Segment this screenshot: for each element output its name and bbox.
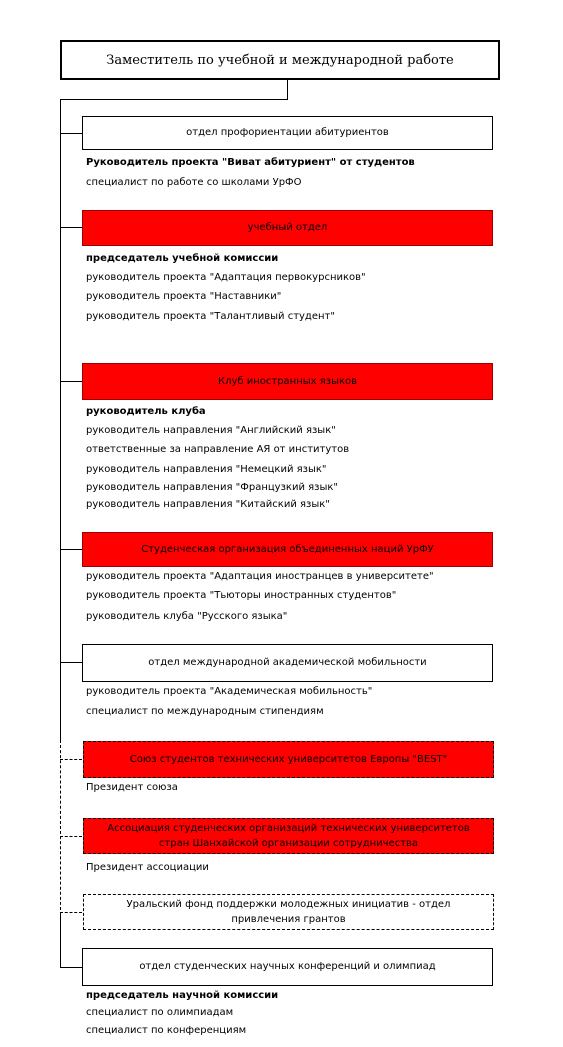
list-item: руководитель проекта "Наставники" [86,291,282,302]
branch-3 [60,381,82,382]
branch-1 [60,133,82,134]
connector-top-horizontal [60,99,288,100]
list-item: специалист по конференциям [86,1025,247,1036]
unit-title: отдел профориентации абитуриентов [186,127,389,139]
trunk-solid-bottom [60,915,61,967]
unit-title-line-2: стран Шанхайской организации сотрудничества [158,838,419,849]
list-item: руководитель направления "Французкий язык" [86,482,338,493]
unit-title: учебный отдел [247,222,328,234]
list-item: руководитель клуба "Русского языка" [86,611,288,622]
unit-title-line-2: привлечения грантов [231,914,346,925]
unit-title: отдел студенческих научных конференций и олимпиад [139,961,436,973]
unit-title-line-1: Уральский фонд поддержки молодежных инициатив - отдел [126,898,451,910]
unit-box-academic-mobility [82,644,493,682]
unit-title: отдел международной академической мобильности [148,657,427,669]
list-item: председатель научной комиссии [86,990,279,1001]
list-item: Президент ассоциации [86,862,209,873]
list-item: руководитель направления "Английский язык" [86,425,336,436]
branch-8 [60,912,82,913]
list-item: руководитель направления "Китайский язык" [86,499,330,510]
branch-4 [60,549,82,550]
list-item: Руководитель проекта "Виват абитуриент" от студентов [86,157,415,168]
list-item: председатель учебной комиссии [86,253,279,264]
list-item: руководитель проекта "Адаптация иностранцев в университете" [86,571,434,582]
list-item: руководитель клуба [86,406,206,417]
branch-9 [60,967,82,968]
unit-box-academic-department [82,210,493,246]
header-box [60,40,500,80]
list-item: руководитель проекта "Адаптация первокурсников" [86,272,366,283]
list-item: специалист по международным стипендиям [86,706,324,717]
unit-title: Студенческая организация объединенных наций УрФУ [141,543,434,555]
list-item: специалист по работе со школами УрФО [86,177,302,188]
branch-2 [60,227,82,228]
unit-box-conferences-olympiads [82,948,493,986]
unit-box-best [83,741,494,778]
unit-title: Союз студентов технических университетов Европы "BEST" [129,753,448,765]
unit-box-student-un [82,532,493,567]
list-item: специалист по олимпиадам [86,1007,234,1018]
unit-box-language-club [82,363,493,400]
unit-box-career-guidance [82,116,493,150]
connector-top-vertical [287,80,288,100]
list-item: Президент союза [86,782,178,793]
list-item: руководитель проекта "Академическая мобильность" [86,686,373,697]
unit-title-line-1: Ассоциация студенческих организаций технических университетов [107,822,470,834]
unit-box-ural-fund [83,894,494,930]
branch-6 [60,759,82,760]
unit-title: Клуб иностранных языков [217,375,358,387]
trunk-dashed [60,740,61,915]
header-title: Заместитель по учебной и международной работе [106,52,454,68]
branch-5 [60,662,82,663]
list-item: руководитель проекта "Тьюторы иностранных студентов" [86,590,397,601]
list-item: руководитель направления "Немецкий язык" [86,464,327,475]
unit-box-sco-association [83,818,494,854]
trunk-solid [60,99,61,740]
list-item: руководитель проекта "Талантливый студент" [86,311,335,322]
branch-7 [60,836,82,837]
list-item: ответственные за направление АЯ от институтов [86,444,350,455]
